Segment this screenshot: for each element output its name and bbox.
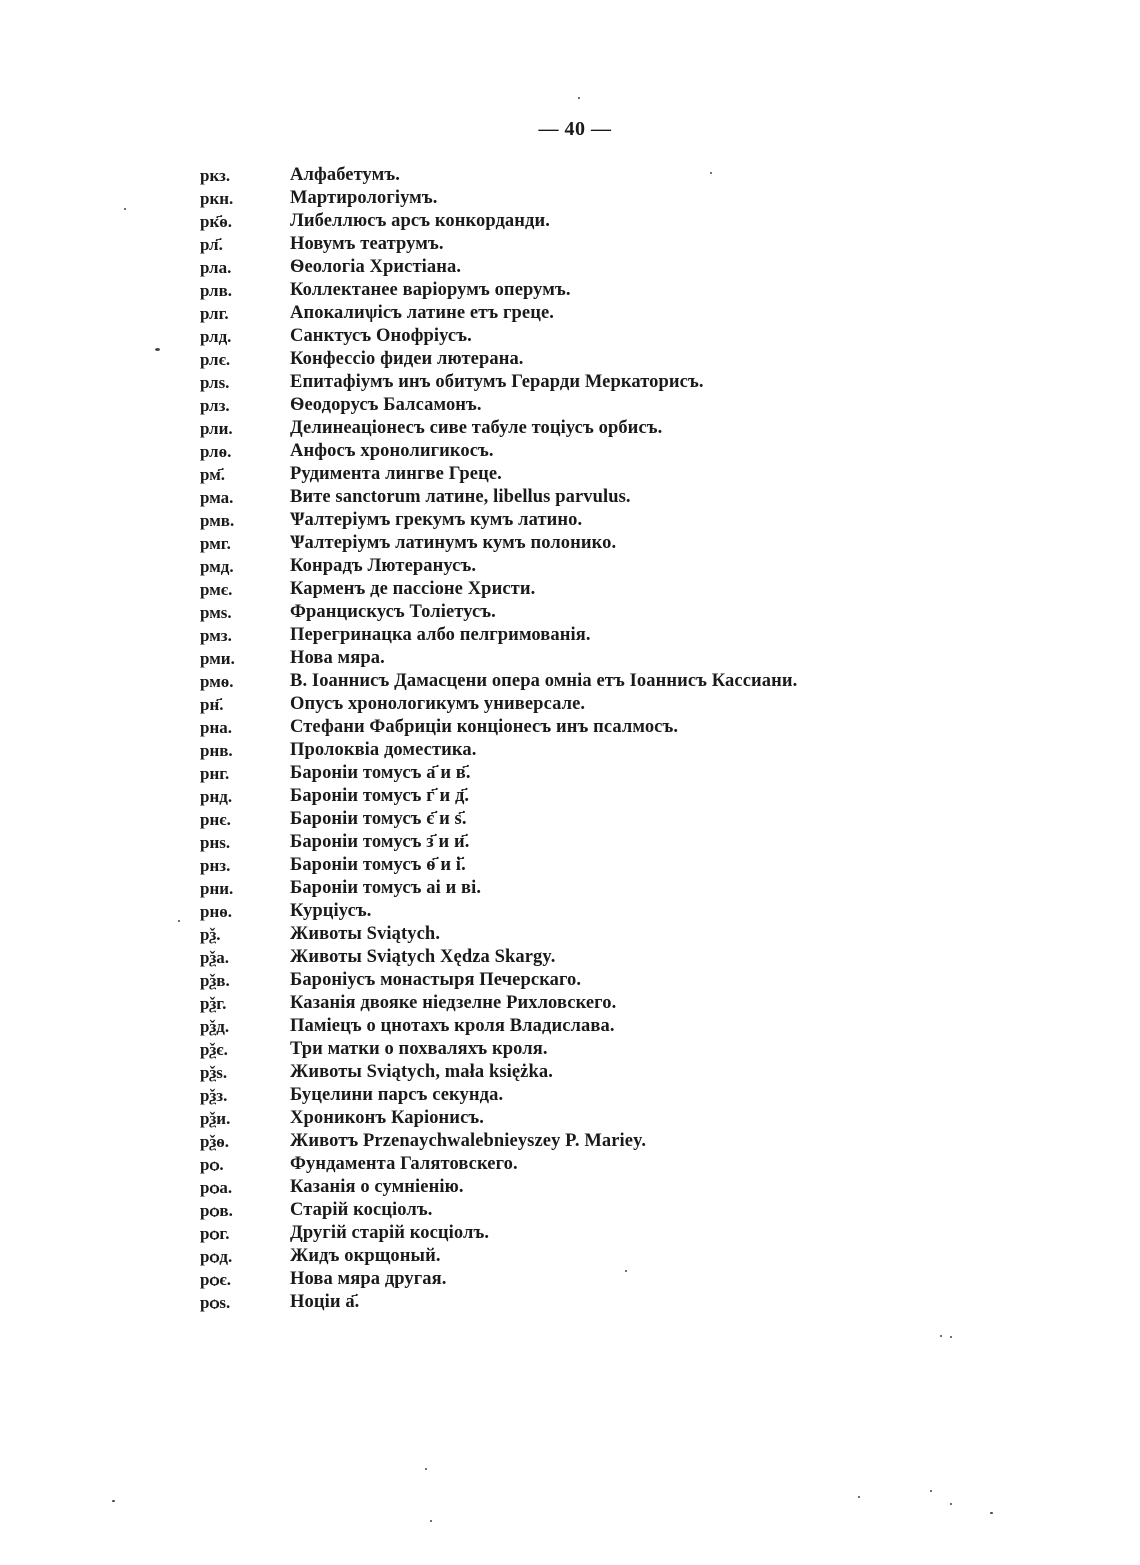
entry-number: рѯѕ. [200, 1063, 228, 1082]
entry-title: Баронiусъ монастыря Печерскаго. [290, 970, 582, 990]
entry-title: Казанiя о сумнiенiю. [290, 1177, 464, 1197]
entry-number: рни. [200, 879, 234, 898]
catalog-entry [0, 1268, 1140, 1291]
entry-title: Коллектанее варiорумъ оперумъ. [290, 280, 571, 300]
entry-number: рла. [200, 258, 232, 277]
entry-number: рлѳ. [200, 442, 232, 461]
catalog-entry [0, 831, 1140, 854]
entry-title: Животъ Przenaychwalebnieyszey P. Mariey. [290, 1131, 647, 1151]
catalog-entry [0, 463, 1140, 486]
entry-number: рмг. [200, 534, 231, 553]
entry-number: рнв. [200, 741, 233, 760]
entry-title: Три матки о похваляхъ кроля. [290, 1039, 548, 1059]
entry-title: Рудимента лингве Греце. [290, 464, 502, 484]
entry-number: рнз. [200, 856, 231, 875]
entry-title: Делинеацiонесъ сиве табуле тоцiусъ орбисъ. [290, 418, 663, 438]
entry-title: Животы Sviątych. [290, 924, 441, 944]
catalog-entry [0, 1199, 1140, 1222]
catalog-entry [0, 739, 1140, 762]
entry-number: рлз. [200, 396, 230, 415]
catalog-entry [0, 279, 1140, 302]
scan-speck [858, 1496, 860, 1498]
catalog-entry [0, 785, 1140, 808]
entry-title: Баронiи томусъ а҃ и в҃. [290, 763, 471, 783]
entry-number: рѯв. [200, 971, 230, 990]
entry-number: рнє. [200, 810, 231, 829]
entry-title: Либеллюсъ арсъ конкорданди. [290, 211, 550, 231]
scan-speck [112, 1500, 115, 1502]
catalog-entry [0, 164, 1140, 187]
entry-title: Ѳеологiа Христiана. [290, 257, 462, 277]
entry-title: Мартирологiумъ. [290, 188, 438, 208]
entry-title: Нова мяра другая. [290, 1269, 447, 1289]
entry-title: Казанiя двояке нiедзелне Рихловскего. [290, 993, 617, 1013]
catalog-entry [0, 1245, 1140, 1268]
catalog-entry [0, 233, 1140, 256]
catalog-entry [0, 923, 1140, 946]
catalog-entry [0, 900, 1140, 923]
catalog-entry [0, 670, 1140, 693]
entry-title: Ноцiи а҃. [290, 1292, 360, 1312]
catalog-entry [0, 1222, 1140, 1245]
catalog-entry [0, 1153, 1140, 1176]
entry-number: рмв. [200, 511, 235, 530]
catalog-entry [0, 1038, 1140, 1061]
entry-title: Баронiи томусъ ai и ві. [290, 878, 482, 898]
entry-title: Жидъ окрщоный. [290, 1246, 441, 1266]
entry-title: Ѳеодорусъ Балсамонъ. [290, 395, 482, 415]
catalog-entry [0, 992, 1140, 1015]
entry-title: Баронiи томусъ ѳ҃ и i҃. [290, 855, 466, 875]
entry-number: рмд. [200, 557, 234, 576]
entry-title: Ѱалтерiумъ грекумъ кумъ латино. [290, 510, 583, 530]
scan-speck [124, 208, 126, 210]
page-number [0, 118, 1140, 141]
catalog-entry [0, 325, 1140, 348]
entry-title: Буцелини парсъ секунда. [290, 1085, 504, 1105]
entry-title: Карменъ де пассiоне Христи. [290, 579, 536, 599]
catalog-entry [0, 417, 1140, 440]
entry-number: рѯд. [200, 1017, 230, 1036]
entry-title: Стефани Фабрицiи концiонесъ инъ псалмосъ. [290, 717, 679, 737]
entry-number: рлд. [200, 327, 232, 346]
catalog-entry [0, 1015, 1140, 1038]
entry-title: Анфосъ хронолигикосъ. [290, 441, 494, 461]
catalog-list [0, 164, 1140, 1314]
entry-number: ркз. [200, 166, 231, 185]
entry-title: Конфессiо фидеи лютерана. [290, 349, 524, 369]
catalog-entry [0, 394, 1140, 417]
catalog-entry [0, 1107, 1140, 1130]
catalog-entry [0, 1291, 1140, 1314]
catalog-entry [0, 578, 1140, 601]
catalog-entry [0, 969, 1140, 992]
entry-title: Вите sanctorum латине, libellus parvulus. [290, 487, 631, 507]
entry-number: рѻв. [200, 1201, 233, 1220]
entry-title: Другiй старiй косцiолъ. [290, 1223, 490, 1243]
entry-title: Хрониконъ Карiонисъ. [290, 1108, 484, 1128]
entry-number: рлг. [200, 304, 229, 323]
catalog-entry [0, 1176, 1140, 1199]
catalog-entry [0, 348, 1140, 371]
scan-speck [155, 348, 160, 351]
entry-number: рѯи. [200, 1109, 231, 1128]
entry-title: Нова мяра. [290, 648, 385, 668]
entry-number: рк҃ѳ. [200, 212, 232, 231]
catalog-entry [0, 624, 1140, 647]
entry-number: рлє. [200, 350, 231, 369]
catalog-entry [0, 486, 1140, 509]
scan-speck [425, 1468, 427, 1470]
entry-number: рми. [200, 649, 235, 668]
scan-speck [178, 920, 180, 922]
catalog-entry [0, 1084, 1140, 1107]
catalog-entry [0, 509, 1140, 532]
entry-number: рѻд. [200, 1247, 233, 1266]
entry-title: Новумъ театрумъ. [290, 234, 444, 254]
scan-speck [930, 1490, 932, 1492]
entry-number: рн҃. [200, 695, 224, 714]
entry-number: рѻ. [200, 1155, 224, 1174]
entry-title: Санктусъ Онофрiусъ. [290, 326, 472, 346]
entry-title: Фундамента Галятовскего. [290, 1154, 518, 1174]
catalog-entry [0, 532, 1140, 555]
entry-number: рѯє. [200, 1040, 228, 1059]
page-number-text: — 40 — [538, 118, 612, 140]
entry-number: рѯ. [200, 925, 221, 944]
entry-number: рѯз. [200, 1086, 228, 1105]
scan-speck [710, 172, 712, 174]
entry-title: Старiй косцiолъ. [290, 1200, 433, 1220]
entry-number: рѯг. [200, 994, 227, 1013]
entry-number: рмз. [200, 626, 232, 645]
catalog-entry [0, 210, 1140, 233]
entry-number: рѻє. [200, 1270, 232, 1289]
entry-number: рлв. [200, 281, 232, 300]
entry-number: рна. [200, 718, 232, 737]
catalog-entry [0, 647, 1140, 670]
entry-number: рмѕ. [200, 603, 232, 622]
entry-title: Баронiи томусъ є҃ и ѕ҃. [290, 809, 467, 829]
entry-number: рм҃. [200, 465, 226, 484]
entry-title: Курцiусъ. [290, 901, 372, 921]
scan-speck [950, 1503, 952, 1505]
catalog-entry [0, 371, 1140, 394]
entry-title: Опусъ хронологикумъ универсале. [290, 694, 586, 714]
entry-number: рѯа. [200, 948, 230, 967]
entry-number: рли. [200, 419, 233, 438]
entry-title: Конрадъ Лютеранусъ. [290, 556, 477, 576]
catalog-entry [0, 601, 1140, 624]
entry-number: рмѳ. [200, 672, 234, 691]
catalog-entry [0, 256, 1140, 279]
catalog-entry [0, 716, 1140, 739]
scan-speck [430, 1520, 432, 1522]
entry-title: Алфабетумъ. [290, 165, 400, 185]
entry-number: рѻѕ. [200, 1293, 231, 1312]
scan-speck [990, 1512, 993, 1514]
entry-number: рнѳ. [200, 902, 232, 921]
entry-title: Ѱалтерiумъ латинумъ кумъ полонико. [290, 533, 617, 553]
entry-title: Перегринацка албо пелгримованiя. [290, 625, 591, 645]
entry-number: рѻг. [200, 1224, 230, 1243]
catalog-entry [0, 946, 1140, 969]
catalog-entry [0, 808, 1140, 831]
scan-speck [578, 97, 580, 99]
entry-number: рнд. [200, 787, 233, 806]
entry-title: Епитафiумъ инъ обитумъ Герарди Меркаторисъ. [290, 372, 704, 392]
catalog-entry [0, 1130, 1140, 1153]
entry-title: Животы Sviątych Xędza Skargy. [290, 947, 556, 967]
catalog-entry [0, 187, 1140, 210]
entry-title: Животы Sviątych, mała księżka. [290, 1062, 553, 1082]
entry-number: ркн. [200, 189, 234, 208]
entry-number: рнѕ. [200, 833, 231, 852]
entry-number: рѻа. [200, 1178, 233, 1197]
catalog-entry [0, 854, 1140, 877]
entry-title: В. Iоаннисъ Дамасцени опера омнiа етъ Iоаннисъ Кассиани. [290, 671, 798, 691]
entry-number: рмє. [200, 580, 233, 599]
scan-speck [940, 1335, 942, 1337]
entry-title: Апокалиѱiсъ латине етъ греце. [290, 303, 554, 323]
entry-number: рл҃. [200, 235, 223, 254]
scan-speck [950, 1336, 952, 1338]
entry-title: Францискусъ Толiетусъ. [290, 602, 496, 622]
entry-number: рнг. [200, 764, 230, 783]
catalog-entry [0, 877, 1140, 900]
catalog-entry [0, 1061, 1140, 1084]
catalog-entry [0, 762, 1140, 785]
catalog-entry [0, 555, 1140, 578]
entry-title: Баронiи томусъ г҃ и д҃. [290, 786, 470, 806]
entry-number: рѯѳ. [200, 1132, 230, 1151]
entry-title: Памiецъ о цнотахъ кроля Владислава. [290, 1016, 615, 1036]
entry-title: Баронiи томусъ з҃ и и҃. [290, 832, 470, 852]
entry-number: рлѕ. [200, 373, 230, 392]
entry-title: Пролоквiа доместика. [290, 740, 477, 760]
catalog-entry [0, 693, 1140, 716]
catalog-entry [0, 302, 1140, 325]
entry-number: рма. [200, 488, 234, 507]
scan-speck [625, 1270, 627, 1272]
catalog-entry [0, 440, 1140, 463]
